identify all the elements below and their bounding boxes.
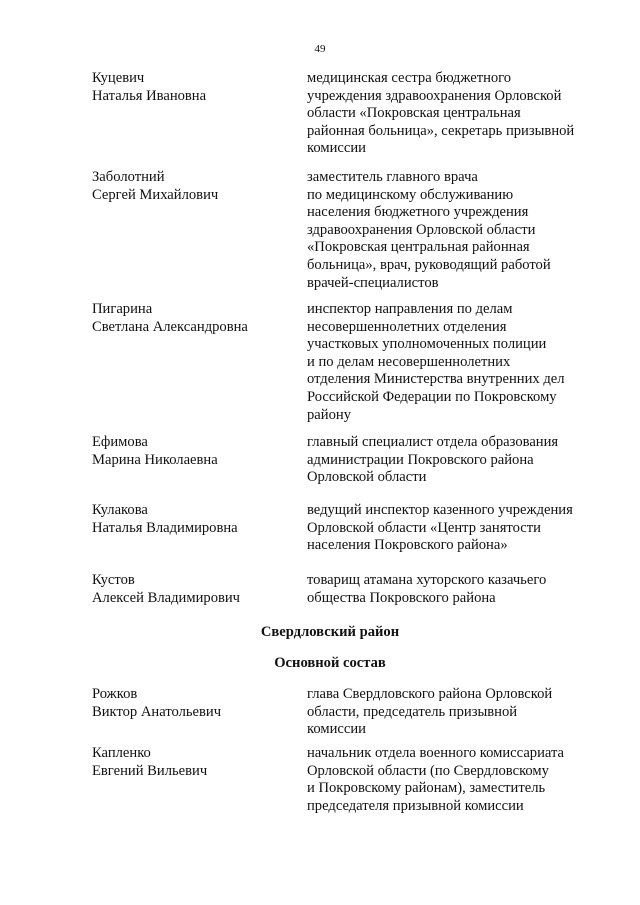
member-name: Кулакова Наталья Владимировна [92, 502, 238, 536]
member-name: Капленко Евгений Вильевич [92, 745, 208, 779]
member-role: товарищ атамана хуторского казачьего общества Покровского района [307, 572, 547, 606]
member-name: Рожков Виктор Анатольевич [92, 686, 222, 720]
member-name: Пигарина Светлана Александровна [92, 301, 248, 335]
member-name: Кустов Алексей Владимирович [92, 572, 241, 606]
member-name: Куцевич Наталья Ивановна [92, 70, 207, 104]
member-name: Ефимова Марина Николаевна [92, 434, 218, 468]
member-role: глава Свердловского района Орловской области, председатель призывной комиссии [307, 686, 553, 738]
page-number: 49 [314, 43, 326, 55]
member-role: заместитель главного врача по медицинскому обслуживанию населения бюджетного учреждения здравоохранения Орловской области «Покровская центральная районная больница», врач, руководящий работой врачей-специалистов [307, 169, 551, 291]
member-name: Заболотний Сергей Михайлович [92, 169, 219, 203]
section-subtitle: Основной состав [274, 655, 386, 671]
section-title: Свердловский район [260, 624, 400, 640]
member-role: инспектор направления по делам несовершеннолетних отделения участковых уполномоченных полиции и по делам несовершеннолетних отделения Министерства внутренних дел Российской Федерации по Покровскому району [307, 301, 565, 423]
member-role: медицинская сестра бюджетного учреждения здравоохранения Орловской области «Покровская центральная районная больница», секретарь призывной комиссии [307, 70, 575, 157]
member-role: начальник отдела военного комиссариата Орловской области (по Свердловскому и Покровскому районам), заместитель председателя призывной комиссии [307, 745, 565, 814]
member-role: ведущий инспектор казенного учреждения Орловской области «Центр занятости населения Покровского района» [307, 502, 573, 554]
member-role: главный специалист отдела образования администрации Покровского района Орловской области [307, 434, 559, 486]
